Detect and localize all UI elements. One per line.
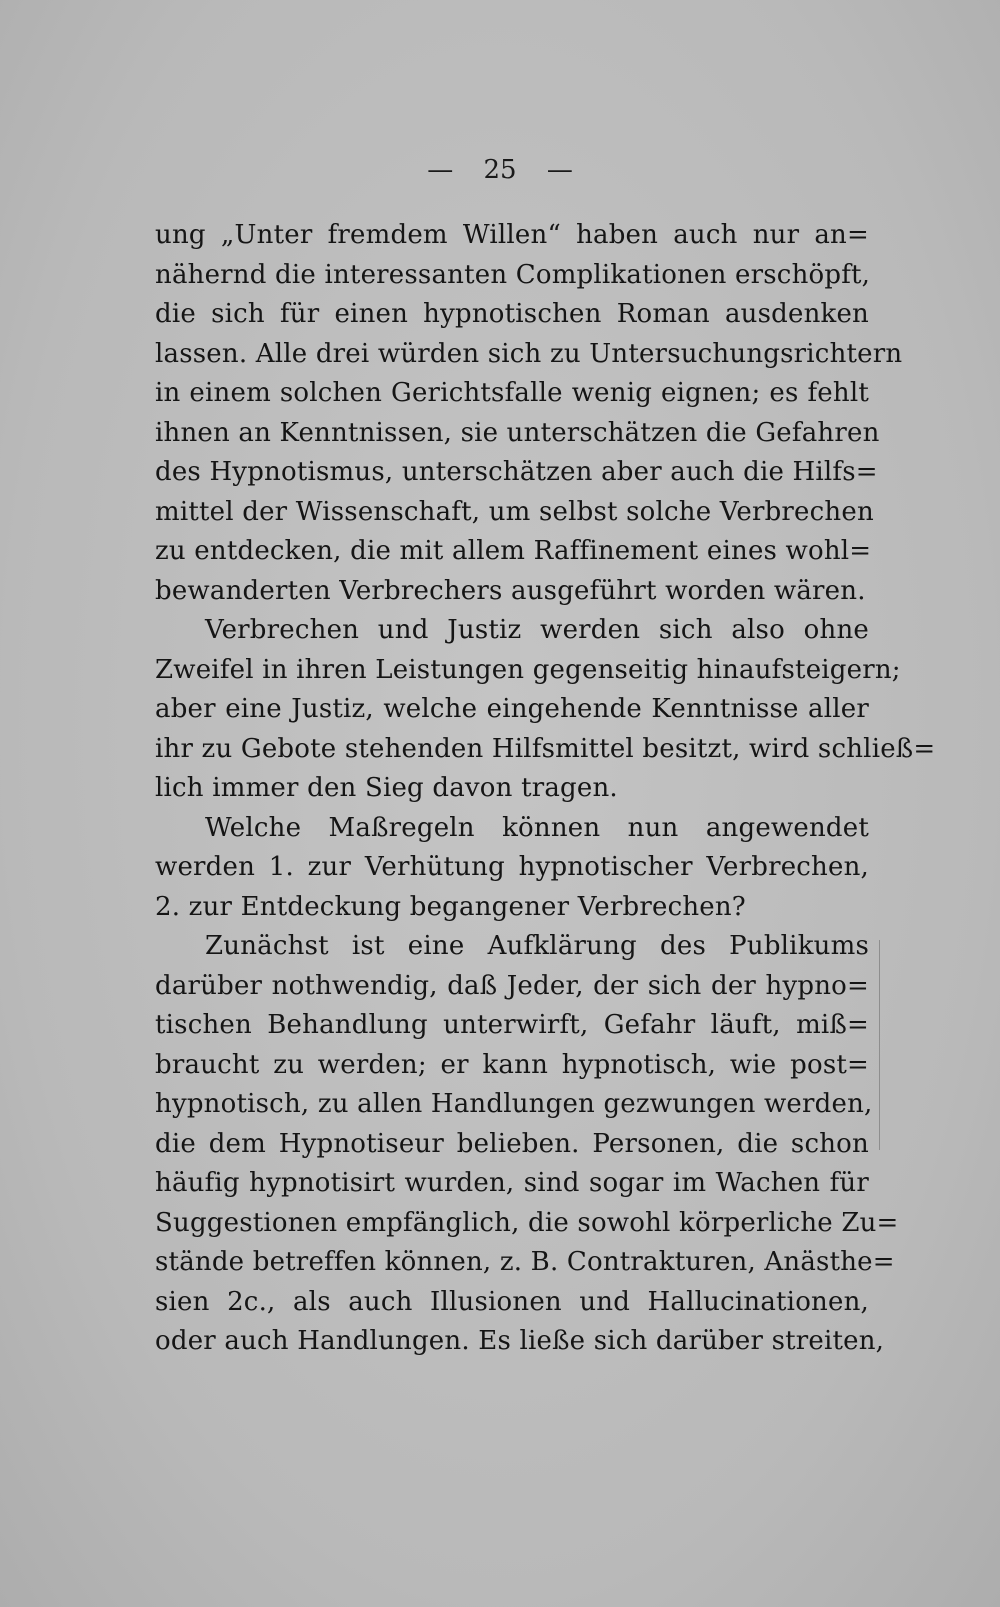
text-line: stände betreffen können, z. B. Contrakturen, Anästhe=: [155, 1247, 895, 1277]
page-number: 25: [483, 155, 517, 185]
text-line: bewanderten Verbrechers ausgeführt worden wären.: [155, 575, 866, 606]
text-line: die dem Hypnotiseur belieben. Personen, die schon: [155, 1128, 869, 1159]
page-edge-shadow: [879, 940, 880, 1150]
text-line: Suggestionen empfänglich, die sowohl körperliche Zu=: [155, 1207, 899, 1238]
text-line: ihr zu Gebote stehenden Hilfsmittel besitzt, wird schließ=: [155, 733, 936, 764]
text-line: zu entdecken, die mit allem Raffinement eines wohl=: [155, 536, 872, 566]
text-line: werden 1. zur Verhütung hypnotischer Verbrechen,: [155, 852, 869, 882]
body-text: [155, 216, 936, 1362]
page-header: [0, 155, 1000, 185]
text-line: ihnen an Kenntnissen, sie unterschätzen die Gefahren: [155, 417, 880, 448]
text-line: nähernd die interessanten Complikationen erschöpft,: [155, 259, 871, 290]
header-dash-right: —: [546, 155, 573, 185]
text-line: tischen Behandlung unterwirft, Gefahr läuft, miß=: [155, 1010, 869, 1040]
text-line: Zweifel in ihren Leistungen gegenseitig hinaufsteigern;: [155, 654, 901, 685]
text-line: lassen. Alle drei würden sich zu Untersuchungsrichtern: [155, 338, 903, 369]
header-dash-left: —: [427, 155, 454, 185]
text-line: braucht zu werden; er kann hypnotisch, wie post=: [155, 1049, 869, 1080]
text-line: des Hypnotismus, unterschätzen aber auch die Hilfs=: [155, 457, 878, 487]
text-line: in einem solchen Gerichtsfalle wenig eignen; es fehlt: [155, 378, 869, 408]
text-line: oder auch Handlungen. Es ließe sich darüber streiten,: [155, 1326, 885, 1356]
text-line: die sich für einen hypnotischen Roman ausdenken: [155, 299, 869, 329]
text-line: Verbrechen und Justiz werden sich also ohne: [205, 615, 869, 645]
text-line: mittel der Wissenschaft, um selbst solche Verbrechen: [155, 496, 874, 527]
text-line: ung „Unter fremdem Willen“ haben auch nur an=: [155, 220, 869, 250]
text-line: hypnotisch, zu allen Handlungen gezwungen werden,: [155, 1089, 873, 1119]
text-line: häufig hypnotisirt wurden, sind sogar im Wachen für: [155, 1168, 869, 1198]
text-line: aber eine Justiz, welche eingehende Kenntnisse aller: [155, 694, 869, 724]
text-line: 2. zur Entdeckung begangener Verbrechen?: [155, 891, 746, 922]
text-line: darüber nothwendig, daß Jeder, der sich der hypno=: [155, 970, 869, 1001]
text-line: lich immer den Sieg davon tragen.: [155, 773, 618, 803]
text-line: Zunächst ist eine Aufklärung des Publikums: [205, 931, 869, 961]
text-line: sien 2c., als auch Illusionen und Hallucinationen,: [155, 1286, 869, 1317]
text-line: Welche Maßregeln können nun angewendet: [205, 812, 869, 843]
